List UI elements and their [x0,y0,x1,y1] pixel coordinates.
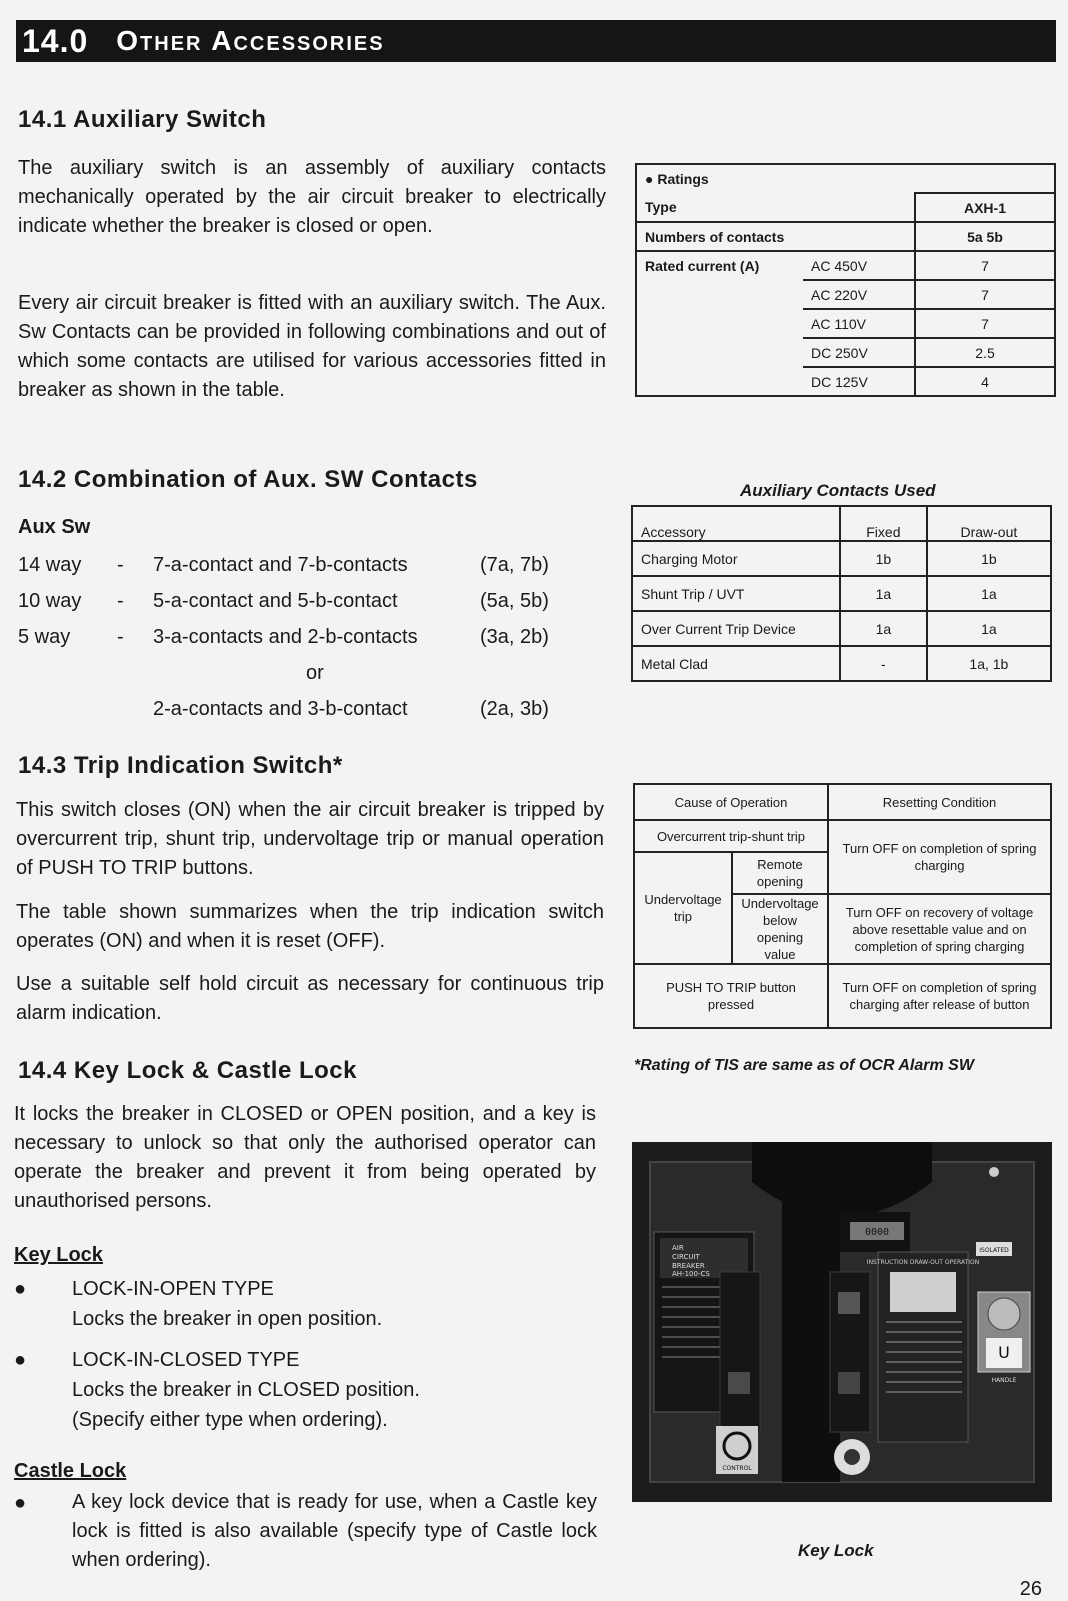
section-banner [16,20,1056,62]
combo-dash-2: - [117,590,124,612]
rating-volt: DC 125V [803,367,915,396]
lock-in-open-desc: Locks the breaker in open position. [72,1308,383,1330]
plate-line: AIR [672,1244,684,1252]
accessory-name: Metal Clad [632,646,840,681]
banner-title: Other Accessories [116,25,385,56]
cause-undervoltage: Undervoltage below opening value [732,894,828,964]
plate-line: CIRCUIT [672,1253,700,1261]
aux-contacts-table [631,505,1052,682]
bullet-icon: ● [14,1492,27,1514]
combo-code-1: (7a, 7b) [480,554,549,576]
paragraph-keylock: It locks the breaker in CLOSED or OPEN position, and a key is necessary to unlock so that only the authorised operator can operate the breaker and prevent it from being operated by unauthorised persons. [14,1103,596,1212]
instruction-text: INSTRUCTION DRAW-OUT OPERATION [866,1259,980,1266]
combo-way-3: 5 way [18,626,71,648]
plate-line: AH-100-CS [672,1270,710,1278]
fixed-value: - [840,646,927,681]
bullet-icon: ● [14,1349,27,1371]
cause-overcurrent: Overcurrent trip-shunt trip [634,820,828,852]
heading-14-2: 14.2 Combination of Aux. SW Contacts [18,466,478,493]
rating-volt: AC 110V [803,309,915,338]
combo-desc-1: 7-a-contact and 7-b-contacts [153,554,408,576]
header-reset: Resetting Condition [828,784,1051,820]
aux-sw-subheading: Aux Sw [18,516,91,538]
accessory-name: Charging Motor [632,541,840,576]
key-lock-subheading: Key Lock [14,1244,103,1266]
lock-in-closed-title: LOCK-IN-CLOSED TYPE [72,1349,300,1371]
contacts-label: Numbers of contacts [636,222,915,251]
type-label: Type [636,193,915,222]
accessory-name: Shunt Trip / UVT [632,576,840,611]
combo-way-1: 14 way [18,554,82,576]
combo-dash-1: - [117,554,124,576]
page-number: 26 [1019,1578,1042,1600]
drawout-value: 1b [927,541,1051,576]
bullet-icon: ● [645,170,654,187]
tis-table [633,783,1052,1029]
drawout-value: 1a [927,611,1051,646]
combo-desc-2: 5-a-contact and 5-b-contact [153,590,398,612]
cause-push-to-trip: PUSH TO TRIP button pressed [634,964,828,1028]
paragraph-tis-3: Use a suitable self hold circuit as necessary for continuous trip alarm indication. [16,973,604,1024]
combo-way-2: 10 way [18,590,82,612]
isolated-label: ISOLATED [979,1247,1009,1254]
heading-14-1: 14.1 Auxiliary Switch [18,106,267,133]
header-fixed: Fixed [840,506,927,541]
fixed-value: 1a [840,611,927,646]
paragraph-aux-switch-2: Every air circuit breaker is fitted with an auxiliary switch. The Aux. Sw Contacts can be provided in following combinations and out of which some contacts are utilised for various accessories fitted in breaker as shown in the table. [18,292,606,401]
handle-label: HANDLE [991,1377,1017,1384]
heading-14-3: 14.3 Trip Indication Switch* [18,752,343,779]
ratings-table [635,163,1056,397]
rating-value: 4 [915,367,1055,396]
key-lock-photo [632,1142,1052,1502]
heading-14-4: 14.4 Key Lock & Castle Lock [18,1057,357,1084]
rated-current-label: Rated current (A) [636,251,803,396]
bullet-icon: ● [14,1278,27,1300]
header-accessory: Accessory [632,506,840,541]
rating-value: 7 [915,280,1055,309]
rating-volt: AC 450V [803,251,915,280]
lock-in-closed-note: (Specify either type when ordering). [72,1409,388,1431]
combo-or: or [306,662,324,684]
aux-used-caption: Auxiliary Contacts Used [740,481,936,500]
castle-lock-subheading: Castle Lock [14,1460,127,1482]
combo-desc-3: 3-a-contacts and 2-b-contacts [153,626,418,648]
rating-value: 7 [915,251,1055,280]
plate-line: BREAKER [672,1262,705,1270]
type-value: AXH-1 [915,193,1055,222]
contacts-value: 5a 5b [915,222,1055,251]
reset-overcurrent: Turn OFF on completion of spring charging [828,820,1051,894]
banner-number: 14.0 [22,22,89,59]
undervoltage-label: Undervoltage trip [634,852,732,964]
accessory-name: Over Current Trip Device [632,611,840,646]
control-label: CONTROL [722,1465,752,1472]
lock-in-open-title: LOCK-IN-OPEN TYPE [72,1278,274,1300]
rating-value: 7 [915,309,1055,338]
paragraph-aux-switch-1: The auxiliary switch is an assembly of auxiliary contacts mechanically operated by the air circuit breaker to electrically indicate whether the breaker is closed or open. [18,157,606,237]
breaker-illustration [632,1142,1052,1502]
reset-push-to-trip: Turn OFF on completion of spring charging after release of button [828,964,1051,1028]
header-cause: Cause of Operation [634,784,828,820]
fixed-value: 1b [840,541,927,576]
ratings-title: Ratings [657,170,709,187]
drawout-value: 1a [927,576,1051,611]
lock-in-closed-desc: Locks the breaker in CLOSED position. [72,1379,420,1401]
combo-code-3: (3a, 2b) [480,626,549,648]
rating-volt: DC 250V [803,338,915,367]
header-drawout: Draw-out [927,506,1051,541]
u-handle-icon: U [998,1343,1010,1362]
combo-alt-code: (2a, 3b) [480,698,549,720]
photo-caption: Key Lock [798,1541,874,1560]
paragraph-tis-1: This switch closes (ON) when the air circuit breaker is tripped by overcurrent trip, shunt trip, undervoltage trip or manual operation of PUSH TO TRIP buttons. [16,799,604,879]
cause-remote-opening: Remote opening [732,852,828,894]
counter-text: 0000 [864,1227,890,1238]
reset-undervoltage: Turn OFF on recovery of voltage above resettable value and on completion of spring charging [828,894,1051,964]
combo-dash-3: - [117,626,124,648]
fixed-value: 1a [840,576,927,611]
rating-value: 2.5 [915,338,1055,367]
paragraph-tis-2: The table shown summarizes when the trip indication switch operates (ON) and when it is reset (OFF). [16,901,604,952]
combo-alt-desc: 2-a-contacts and 3-b-contact [153,698,408,720]
combo-code-2: (5a, 5b) [480,590,549,612]
rating-volt: AC 220V [803,280,915,309]
castle-lock-text: A key lock device that is ready for use, when a Castle key lock is fitted is also available (specify type of Castle lock when ordering). [72,1491,597,1571]
drawout-value: 1a, 1b [927,646,1051,681]
tis-note: *Rating of TIS are same as of OCR Alarm SW [634,1057,974,1074]
